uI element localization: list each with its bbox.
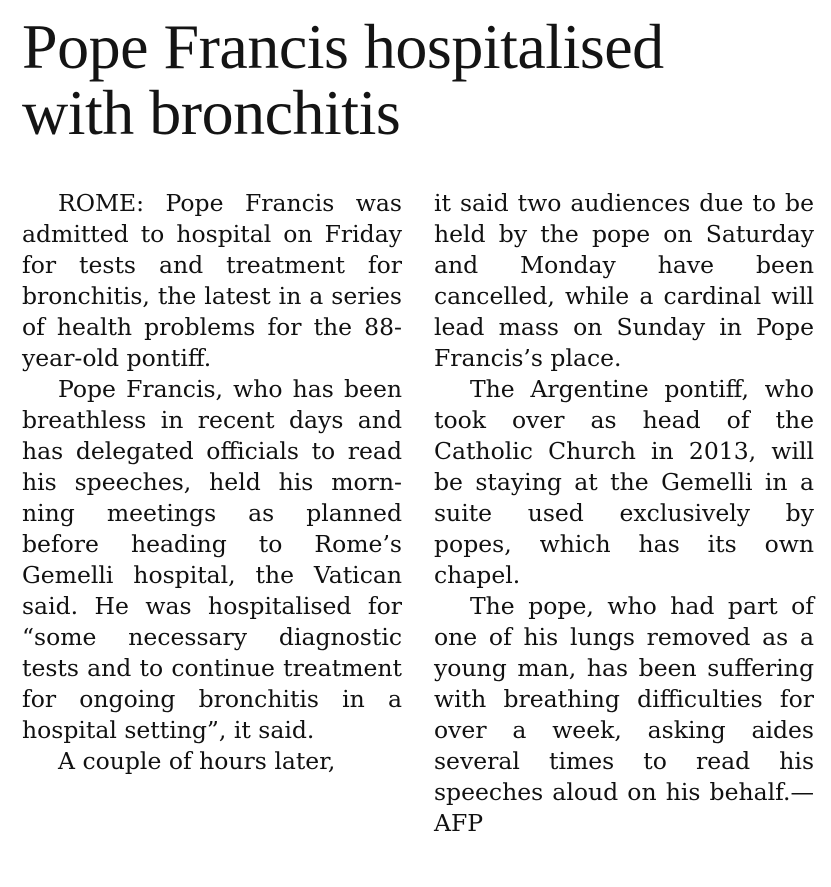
headline bbox=[22, 11, 813, 148]
article-body bbox=[22, 188, 814, 839]
paragraph-continuation: it said two audiences due to be held by the pope on Saturday and Monday have been cancelled, while a cardinal will lead mass on Sunday in Pope Francis’s place. bbox=[434, 189, 814, 372]
headline-line-1: Pope Francis hospitalised bbox=[22, 11, 664, 82]
paragraph: Pope Francis, who has been breathless in recent days and has delegated officials to read his speeches, held his mornning meetings as planned before heading to Rome’s Gemelli hospital, the Vatican said. He was hospitalised for “some necessary diagnostic tests and to continue treatment for ongoing bronchitis in a hospital setting”, it said. bbox=[22, 375, 402, 744]
paragraph: The Argentine pontiff, who took over as head of the Catholic Church in 2013, will be staying at the Gemelli in a suite used exclusively by popes, which has its own chapel. bbox=[434, 375, 814, 589]
headline-line-2: with bronchitis bbox=[22, 77, 401, 148]
paragraph: ROME: Pope Francis was admitted to hospital on Friday for tests and treatment for bronchitis, the latest in a series of health problems for the 88-year-old pontiff. bbox=[22, 189, 402, 372]
paragraph: A couple of hours later, bbox=[58, 747, 336, 775]
paragraph: The pope, who had part of one of his lungs removed as a young man, has been suffering with breathing difficulties for over a week, asking aides several times to read his speeches aloud on his behalf.—AFP bbox=[434, 592, 814, 837]
column-right bbox=[434, 188, 814, 839]
column-left bbox=[22, 188, 402, 839]
